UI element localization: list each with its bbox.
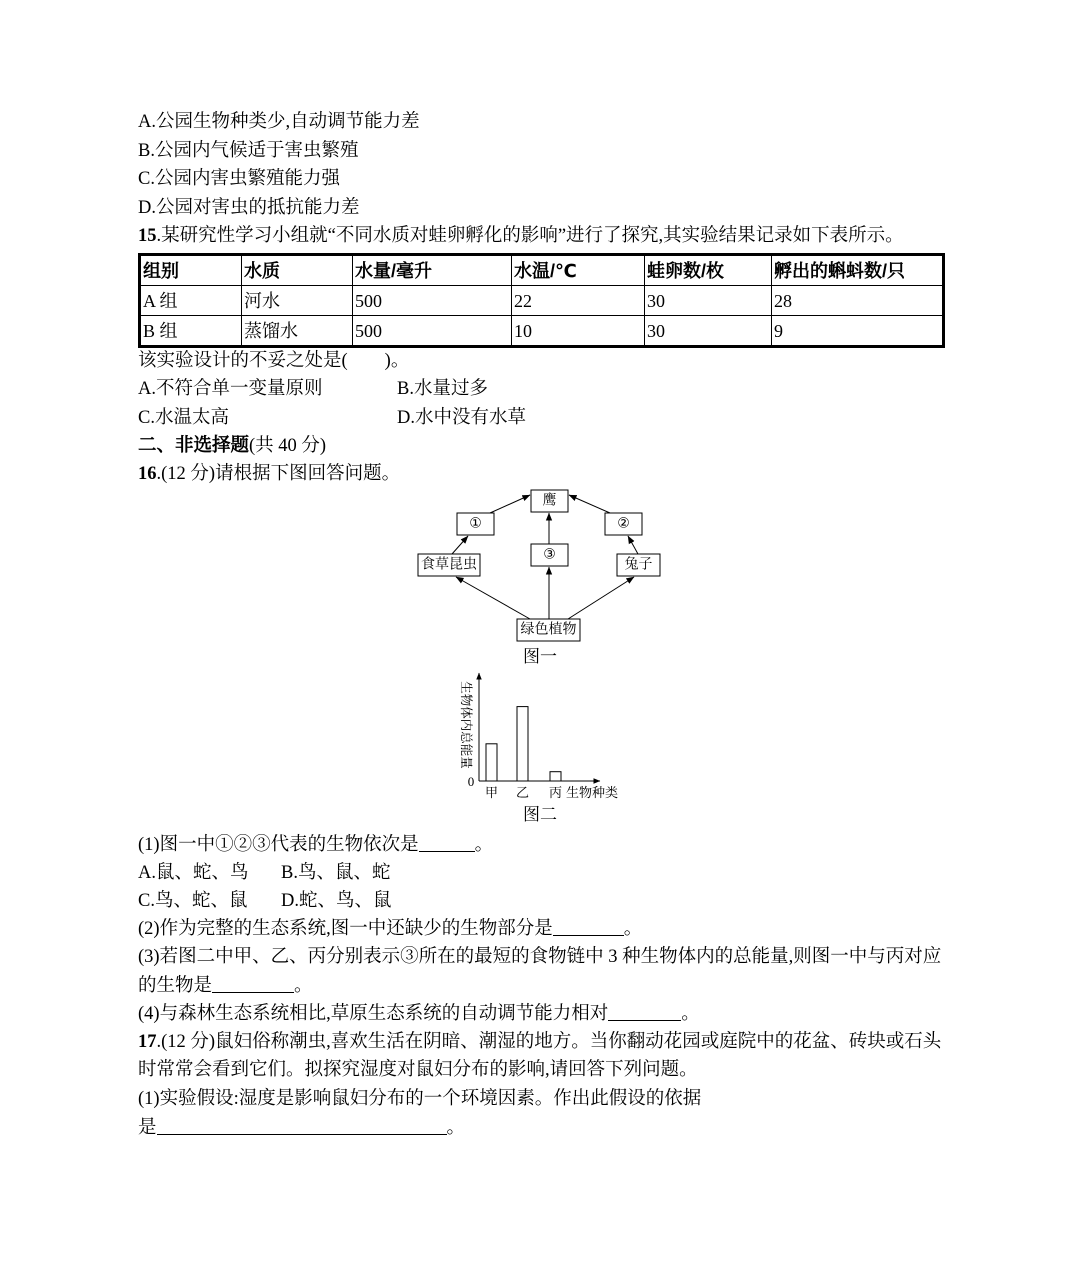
q16-sub4-text: (4)与森林生态系统相比,草原生态系统的自动调节能力相对 [138,1004,609,1024]
table-cell: 500 [353,286,512,316]
q15-option-c: C.水温太高 [138,408,229,428]
q15-option-a: A.不符合单一变量原则 [138,379,323,399]
q16-sub3-line1: (3)若图二中甲、乙、丙分别表示③所在的最短的食物链中 3 种生物体内的总能量,则图一中与丙对应 [138,947,942,967]
answer-blank [553,917,624,936]
q16-sub4 [138,1001,700,1027]
table-cell: 28 [772,286,944,316]
bar-2 [517,707,528,781]
node-n2: ② [617,516,630,532]
table-cell: 30 [645,286,772,316]
bar-3 [550,772,561,781]
q17-stem-line2: 时常常会看到它们。拟探究湿度对鼠妇分布的影响,请回答下列问题。 [138,1060,698,1080]
bar-1 [486,744,497,781]
node-insect: 食草昆虫 [421,557,477,573]
table-cell: 9 [772,316,944,347]
q15-stem: .某研究性学习小组就“不同水质对蛙卵孵化的影响”进行了探究,其实验结果记录如下表所示。 [156,226,904,246]
y-axis-label: 生物体内总能量 [459,681,473,769]
q17-stem-line1 [138,1029,941,1055]
table-header-cell: 水质 [242,255,353,286]
table-cell: A 组 [140,286,242,316]
q16-sub3-text: 的生物是 [138,976,213,996]
q16-stem-line [138,461,400,487]
food-web-diagram [380,480,680,650]
section-heading [138,433,326,459]
q15-number: 15 [138,226,157,246]
bars-group [485,707,562,800]
table-header-row [140,255,944,286]
results-table [138,253,945,348]
q16-sub1-end: 。 [474,835,494,855]
table-cell: 22 [512,286,645,316]
q16-sub4-end: 。 [681,1004,700,1024]
q17-sub1-line2 [138,1115,465,1141]
q17-sub1-text: 是 [138,1118,157,1138]
node-plant: 绿色植物 [520,622,577,638]
q14-option-a: A.公园生物种类少,自动调节能力差 [138,112,420,132]
q16-sub1-option-b: B.鸟、鼠、蛇 [281,863,391,883]
q16-sub2-text: (2)作为完整的生态系统,图一中还缺少的生物部分是 [138,919,553,939]
q17-sub1-line1: (1)实验假设:湿度是影响鼠妇分布的一个环境因素。作出此假设的依据 [138,1089,702,1109]
q17-sub1-end: 。 [446,1118,466,1138]
q17-number: 17 [138,1032,157,1052]
arrow-plant-to-rabbit [568,577,634,619]
answer-blank [419,833,475,852]
q15-option-d: D.水中没有水草 [397,408,526,428]
q16-sub1 [138,832,493,858]
table-cell: B 组 [140,316,242,347]
x-tick-label: 甲 [484,785,499,800]
table-cell: 河水 [242,286,353,316]
table-cell: 蒸馏水 [242,316,353,347]
answer-blank [608,1002,681,1021]
arrow-n2-to-eagle [569,495,610,513]
q16-sub1-text: (1)图一中①②③代表的生物依次是 [138,835,419,855]
arrow-insect-to-n1 [452,536,468,554]
table-cell: 500 [353,316,512,347]
section-note: (共 40 分) [249,436,327,456]
q16-sub2-end: 。 [623,919,643,939]
table-header-cell: 蛙卵数/枚 [645,255,772,286]
arrow-rabbit-to-n2 [628,536,638,554]
q16-stem: .(12 分)请根据下图回答问题。 [156,464,401,484]
node-rabbit: 兔子 [624,557,653,573]
arrow-n1-to-eagle [490,495,530,513]
q16-sub1-option-c: C.鸟、蛇、鼠 [138,891,248,911]
section-title: 二、非选择题 [138,436,250,456]
node-n3: ③ [543,547,556,563]
energy-bar-chart [440,665,640,805]
q16-sub3-end: 。 [294,976,313,996]
q14-option-d: D.公园对害虫的抵抗能力差 [138,198,360,218]
q15-option-b: B.水量过多 [397,379,488,399]
q17-stem: .(12 分)鼠妇俗称潮虫,喜欢生活在阴暗、潮湿的地方。当你翻动花园或庭院中的花盆、砖块或石头 [156,1032,942,1052]
answer-blank [212,974,294,993]
q15-question: 该实验设计的不妥之处是( )。 [138,351,410,371]
arrow-plant-to-insect [456,577,530,619]
figure1-caption: 图一 [523,647,557,666]
table-cell: 10 [512,316,645,347]
table-header-cell: 水温/℃ [512,255,645,286]
x-tick-label: 乙 [515,785,530,800]
table-cell: 30 [645,316,772,347]
x-axis-label: 生物种类 [566,785,619,800]
q16-number: 16 [138,464,157,484]
q14-option-b: B.公园内气候适于害虫繁殖 [138,141,359,161]
q16-sub3-line2 [138,973,313,999]
node-n1: ① [469,516,482,532]
answer-blank [157,1116,447,1135]
node-eagle: 鹰 [542,493,557,509]
table-header-cell: 水量/毫升 [353,255,512,286]
x-tick-label: 丙 [548,785,563,800]
q16-sub1-option-d: D.蛇、鸟、鼠 [281,891,392,911]
q16-sub2 [138,916,642,942]
q15-stem-line [138,223,904,249]
table-row [140,316,944,347]
q14-option-c: C.公园内害虫繁殖能力强 [138,169,340,189]
origin-label: 0 [467,774,475,789]
figure2-caption: 图二 [523,805,557,824]
table-row [140,286,944,316]
q16-sub1-option-a: A.鼠、蛇、鸟 [138,863,249,883]
table-header-cell: 组别 [140,255,242,286]
table-header-cell: 孵出的蝌蚪数/只 [772,255,944,286]
